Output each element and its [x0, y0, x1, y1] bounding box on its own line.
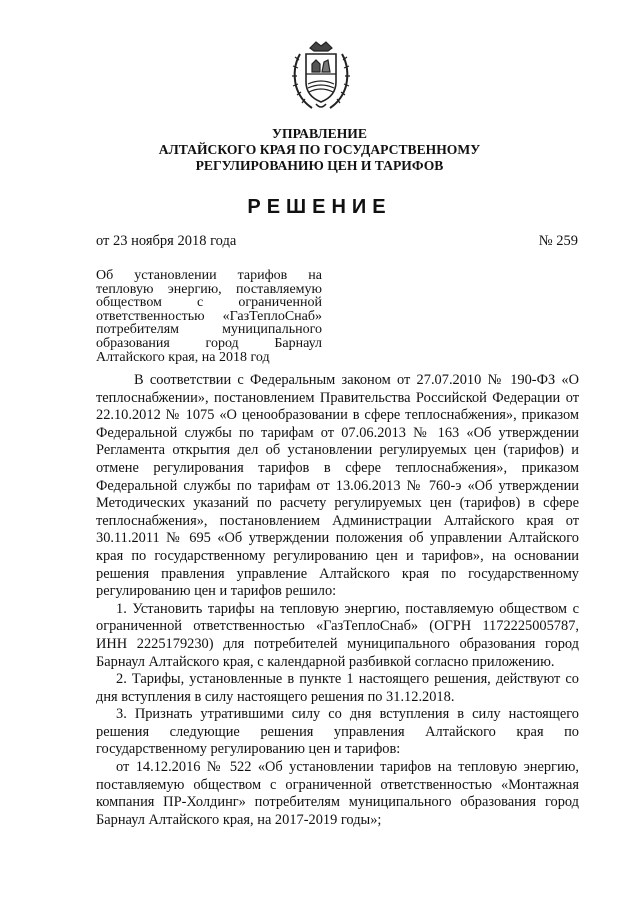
- document-number: № 259: [538, 233, 578, 249]
- subject-line: потребителям муниципального: [96, 322, 322, 338]
- header-line-3: РЕГУЛИРОВАНИЮ ЦЕН И ТАРИФОВ: [195, 158, 444, 173]
- body-paragraph: от 14.12.2016 № 522 «Об установлении тарифов на тепловую энергию, поставляемую обществом с ограниченной ответственностью «Монтажная компания ПР-Холдинг» потребителям муниципального образования город Барнаул Алтайского края, на 2017-2019 годы»;: [96, 759, 579, 828]
- body-paragraph: 1. Установить тарифы на тепловую энергию, поставляемую обществом с ограниченной ответственностью «ГазТеплоСнаб» (ОГРН 1172225005787, ИНН 2225179230) для потребителей муниципального образования город Барнаул Алтайского края, с календарной разбивкой согласно приложению.: [96, 600, 579, 670]
- subject-line: обществом с ограниченной: [96, 295, 322, 311]
- document-date: от 23 ноября 2018 года: [96, 233, 237, 249]
- body-paragraph: 2. Тарифы, установленные в пункте 1 настоящего решения, действуют со дня вступления в силу настоящего решения по 31.12.2018.: [96, 671, 579, 705]
- document-body: [96, 372, 579, 829]
- document-title: РЕШЕНИЕ: [247, 196, 392, 218]
- body-paragraph: 3. Признать утратившими силу со дня вступления в силу настоящего решения следующие решения управления Алтайского края по государственному регулированию цен и тарифов:: [96, 706, 579, 758]
- subject-line: Алтайского края, на 2018 год: [96, 349, 270, 365]
- subject-line: Об установлении тарифов на: [96, 268, 322, 283]
- header-line-1: УПРАВЛЕНИЕ: [272, 126, 367, 141]
- subject-line: образования город Барнаул: [96, 335, 322, 351]
- subject-line: тепловую энергию, поставляемую: [96, 281, 322, 297]
- subject-line: ответственностью «ГазТеплоСнаб»: [96, 308, 322, 324]
- coat-of-arms-icon: [290, 38, 352, 114]
- header-line-2: АЛТАЙСКОГО КРАЯ ПО ГОСУДАРСТВЕННОМУ: [158, 142, 481, 157]
- body-paragraph: В соответствии с Федеральным законом от 27.07.2010 № 190-ФЗ «О теплоснабжении», постановлением Правительства Российской Федерации от 22.10.2012 № 1075 «О ценообразовании в сфере теплоснабжения», приказом Федеральной службы по тарифам от 07.06.2013 № 163 «Об утверждении Регламента открытия дел об установлении регулируемых цен (тарифов) и отмене регулирования тарифов в сфере теплоснабжения», приказом Федеральной службы по тарифам от 13.06.2013 № 760-э «Об утверждении Методических указаний по расчету регулируемых цен (тарифов) в сфере теплоснабжения», постановлением Администрации Алтайского края от 30.11.2011 № 695 «Об утверждении положения об управлении Алтайского края по государственному регулированию цен и тарифов», на основании решения правления управление Алтайского края по государственному регулированию цен и тарифов решило:: [96, 372, 579, 600]
- document-subject: [96, 269, 322, 364]
- authority-header: [0, 126, 639, 174]
